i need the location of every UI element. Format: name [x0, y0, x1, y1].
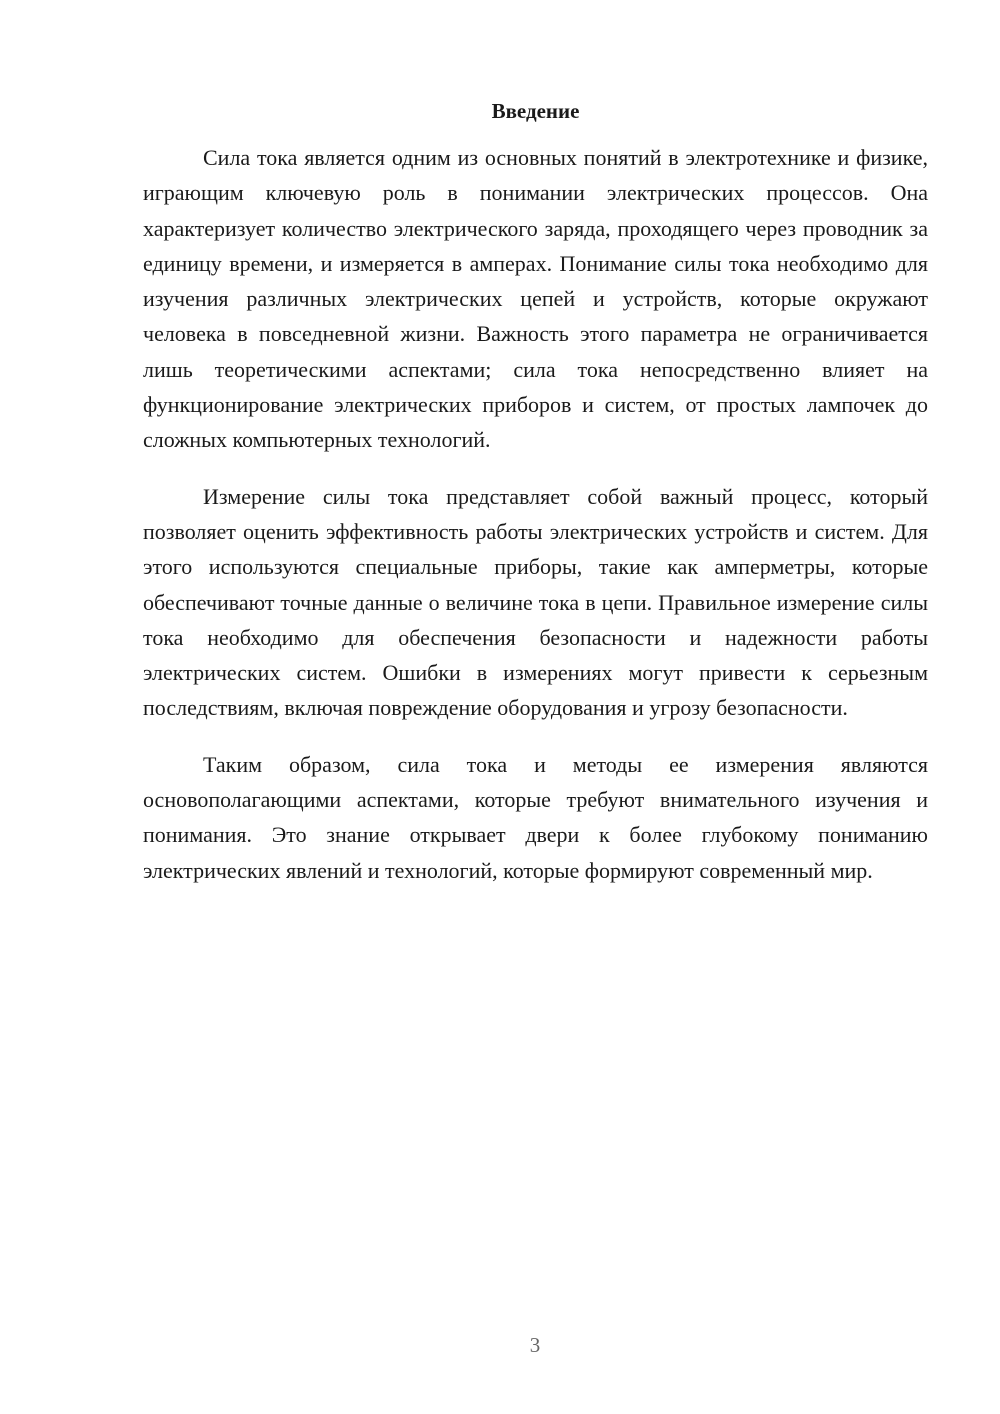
page-content	[143, 94, 928, 909]
page-number: 3	[529, 1333, 541, 1357]
paragraph-3: Таким образом, сила тока и методы ее измерения являются основополагающими аспектами, которые требуют внимательного изучения и понимания. Это знание открывает двери к более глубокому пониманию электрических явлений и технологий, которые формируют современный мир.	[143, 751, 928, 883]
paragraph-1: Сила тока является одним из основных понятий в электротехнике и физике, играющим ключевую роль в понимании электрических процессов. Она характеризует количество электрического заряда, проходящего через проводник за единицу времени, и измеряется в амперах. Понимание силы тока необходимо для изучения различных электрических цепей и устройств, которые окружают человека в повседневной жизни. Важность этого параметра не ограничивается лишь теоретическими аспектами; сила тока непосредственно влияет на функционирование электрических приборов и систем, от простых лампочек до сложных компьютерных технологий.	[143, 145, 928, 453]
paragraph-2: Измерение силы тока представляет собой важный процесс, который позволяет оценить эффективность работы электрических устройств и систем. Для этого используются специальные приборы, такие как амперметры, которые обеспечивают точные данные о величине тока в цепи. Правильное измерение силы тока необходимо для обеспечения безопасности и надежности работы электрических систем. Ошибки в измерениях могут привести к серьезным последствиям, включая повреждение оборудования и угрозу безопасности.	[143, 483, 928, 721]
section-title: Введение	[491, 99, 580, 123]
